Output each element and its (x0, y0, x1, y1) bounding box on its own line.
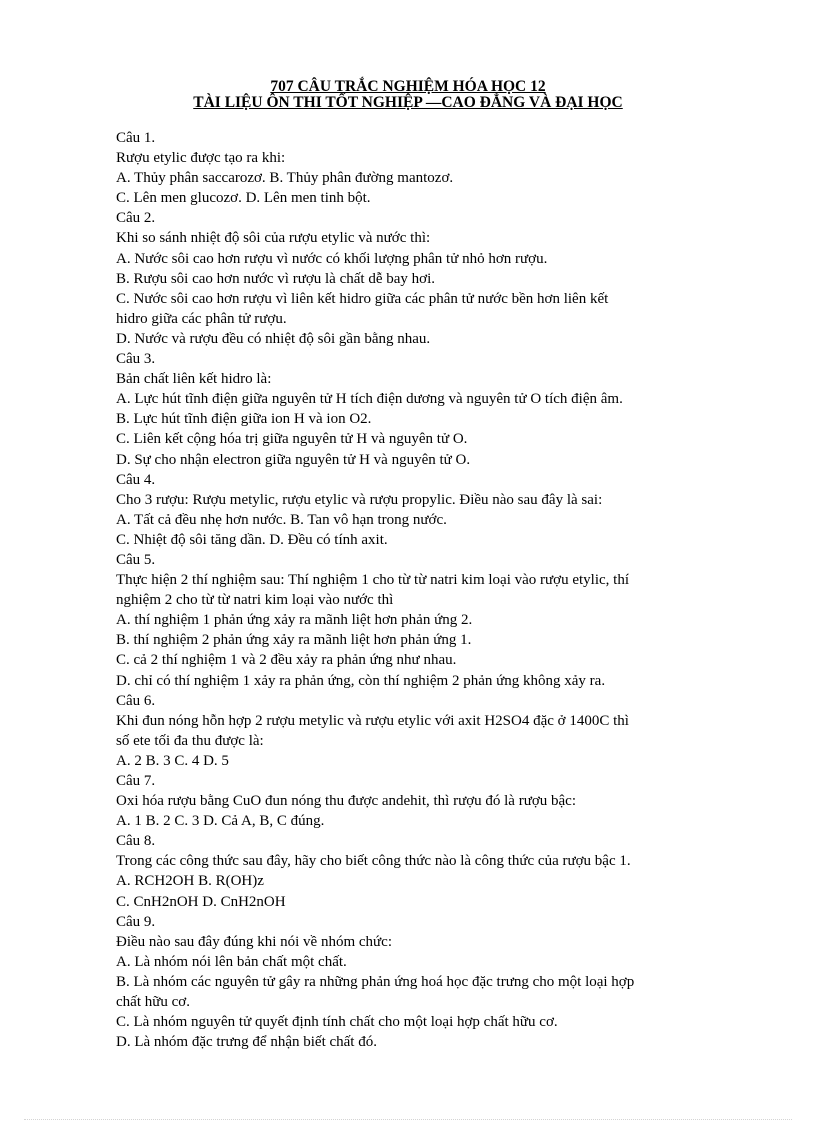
answer-option-line: D. chỉ có thí nghiệm 1 xảy ra phản ứng, còn thí nghiệm 2 phản ứng không xảy ra. (116, 672, 606, 689)
text-line: Trong các công thức sau đây, hãy cho biết công thức nào là công thức của rượu bậc 1. (116, 853, 631, 870)
answer-option-line: C. Nhiệt độ sôi tăng dần. D. Đều có tính axit. (116, 531, 388, 548)
question-number: Câu 2. (116, 210, 156, 227)
text-line: Khi so sánh nhiệt độ sôi của rượu etylic và nước thì: (116, 230, 431, 247)
question-number: Câu 8. (116, 833, 156, 850)
answer-option-line: C. cả 2 thí nghiệm 1 và 2 đều xảy ra phản ứng như nhau. (116, 652, 457, 669)
answer-option-line: B. Là nhóm các nguyên tử gây ra những phản ứng hoá học đặc trưng cho một loại hợp (116, 973, 635, 990)
answer-option-line: C. Lên men glucozơ. D. Lên men tinh bột. (116, 190, 371, 207)
answer-option-line: A. RCH2OH B. R(OH)z (116, 873, 264, 890)
answer-option-line: C. Liên kết cộng hóa trị giữa nguyên tử H và nguyên tử O. (116, 431, 468, 448)
answer-option-line: C. CnH2nOH D. CnH2nOH (116, 893, 286, 910)
text-line: Cho 3 rượu: Rượu metylic, rượu etylic và rượu propylic. Điều nào sau đây là sai: (116, 491, 603, 508)
answer-option-line: B. Lực hút tĩnh điện giữa ion H và ion O2. (116, 411, 372, 428)
answer-option-line: A. Là nhóm nói lên bản chất một chất. (116, 953, 347, 970)
answer-option-line: A. Nước sôi cao hơn rượu vì nước có khối lượng phân tử nhỏ hơn rượu. (116, 250, 548, 267)
answer-option-line: D. Nước và rượu đều có nhiệt độ sôi gần bằng nhau. (116, 330, 431, 347)
text-line: Oxi hóa rượu bằng CuO đun nóng thu được andehit, thì rượu đó là rượu bậc: (116, 793, 577, 810)
text-line: Khi đun nóng hỗn hợp 2 rượu metylic và rượu etylic với axit H2SO4 đặc ở 1400C thì (116, 712, 629, 729)
answer-option-line: D. Là nhóm đặc trưng để nhận biết chất đó. (116, 1034, 377, 1051)
answer-option-line: D. Sự cho nhận electron giữa nguyên tử H và nguyên tử O. (116, 451, 471, 468)
answer-option-line: B. thí nghiệm 2 phản ứng xảy ra mãnh liệt hơn phản ứng 1. (116, 632, 472, 649)
text-line: Điều nào sau đây đúng khi nói về nhóm chức: (116, 933, 392, 950)
answer-option-line: C. Nước sôi cao hơn rượu vì liên kết hidro giữa các phân tử nước bền hơn liên kết (116, 290, 609, 307)
text-line: chất hữu cơ. (116, 994, 190, 1011)
text-line: nghiệm 2 cho từ từ natri kim loại vào nước thì (116, 592, 394, 609)
answer-option-line: C. Là nhóm nguyên tử quyết định tính chất cho một loại hợp chất hữu cơ. (116, 1014, 558, 1031)
question-number: Câu 6. (116, 692, 156, 709)
answer-option-line: B. Rượu sôi cao hơn nước vì rượu là chất dễ bay hơi. (116, 270, 435, 287)
text-line: Rượu etylic được tạo ra khi: (116, 150, 286, 167)
document-subtitle: TÀI LIỆU ÔN THI TỐT NGHIỆP —CAO ĐẲNG VÀ ĐẠI HỌC (193, 94, 623, 111)
answer-option-line: A. 1 B. 2 C. 3 D. Cả A, B, C đúng. (116, 813, 325, 830)
answer-option-line: A. Lực hút tĩnh điện giữa nguyên tử H tích điện dương và nguyên tử O tích điện âm. (116, 391, 623, 408)
page-bottom-rule (24, 1119, 792, 1120)
text-line: số ete tối đa thu được là: (116, 732, 264, 749)
answer-option-line: A. thí nghiệm 1 phản ứng xảy ra mãnh liệt hơn phản ứng 2. (116, 612, 473, 629)
text-line: Thực hiện 2 thí nghiệm sau: Thí nghiệm 1 cho từ từ natri kim loại vào rượu etylic, thí (116, 572, 630, 589)
answer-option-line: A. Thủy phân saccarozơ. B. Thủy phân đường mantozơ. (116, 170, 454, 187)
question-number: Câu 1. (116, 130, 156, 146)
answer-option-line: A. 2 B. 3 C. 4 D. 5 (116, 752, 229, 769)
question-number: Câu 5. (116, 551, 156, 568)
question-number: Câu 7. (116, 773, 156, 789)
document-title: 707 CÂU TRẮC NGHIỆM HÓA HỌC 12 (270, 78, 546, 95)
text-line: hidro giữa các phân tử rượu. (116, 310, 287, 327)
question-number: Câu 9. (116, 913, 156, 930)
question-number: Câu 4. (116, 471, 156, 488)
text-line: Bản chất liên kết hidro là: (116, 371, 272, 388)
question-number: Câu 3. (116, 351, 156, 368)
question-list (116, 128, 726, 1052)
answer-option-line: A. Tất cả đều nhẹ hơn nước. B. Tan vô hạn trong nước. (116, 511, 447, 528)
